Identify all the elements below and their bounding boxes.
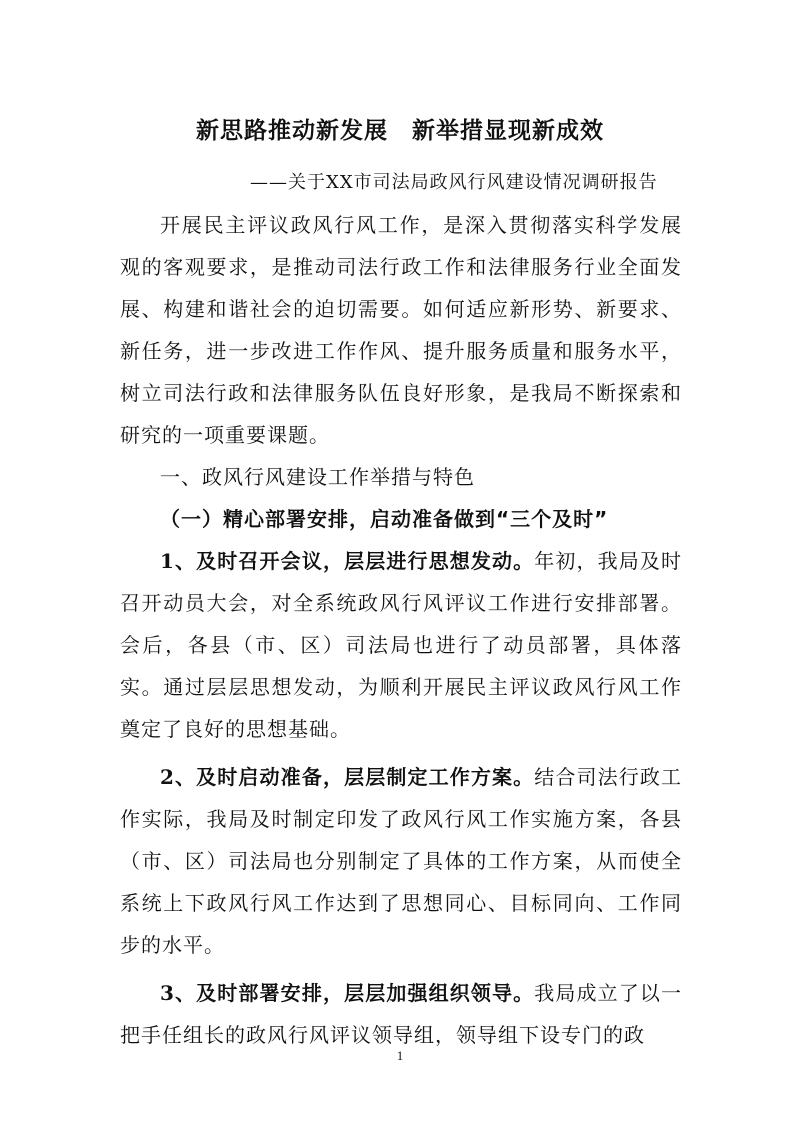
intro-paragraph: 开展民主评议政风行风工作，是深入贯彻落实科学发展观的客观要求，是推动司法行政工作和法律服务行业全面发展、构建和谐社会的迫切需要。如何适应新形势、新要求、新任务，进一步改进工作作风、提升服务质量和服务水平，树立司法行政和法律服务队伍良好形象，是我局不断探索和研究的一项重要课题。 bbox=[120, 213, 682, 447]
item-3-text: 我局成立了以一把手任组长的政风行风评议领导组，领导组下设专门的政 bbox=[120, 981, 683, 1047]
subsection-heading: （一）精心部署安排，启动准备做到“三个及时” bbox=[160, 507, 609, 531]
item-1-text: 年初，我局及时召开动员大会，对全系统政风行风评议工作进行安排部署。会后，各县（市、区）司法局也进行了动员部署，具体落实。通过层层思想发动，为顺利开展民主评议政风行风工作奠定了良好的思想基础。 bbox=[120, 549, 683, 741]
section-heading: 一、政风行风建设工作举措与特色 bbox=[160, 465, 475, 489]
item-2-text: 结合司法行政工作实际，我局及时制定印发了政风行风工作实施方案，各县（市、区）司法局也分别制定了具体的工作方案，从而使全系统上下政风行风工作达到了思想同心、目标同向、工作同步的水平。 bbox=[120, 765, 683, 957]
document-subtitle: ——关于XX市司法局政风行风建设情况调研报告 bbox=[250, 172, 658, 193]
item-2-lead: 2、及时启动准备，层层制定工作方案。 bbox=[160, 765, 535, 789]
document-body bbox=[120, 204, 682, 1056]
item-1-lead: 1、及时召开会议，层层进行思想发动。 bbox=[160, 549, 535, 573]
page-number: 1 bbox=[396, 1048, 404, 1063]
item-2-paragraph bbox=[120, 756, 682, 966]
document-title: 新思路推动新发展 新举措显现新成效 bbox=[196, 118, 604, 144]
item-3-lead: 3、及时部署安排，层层加强组织领导。 bbox=[160, 981, 535, 1005]
item-1-paragraph bbox=[120, 540, 682, 750]
item-3-paragraph bbox=[120, 972, 682, 1056]
